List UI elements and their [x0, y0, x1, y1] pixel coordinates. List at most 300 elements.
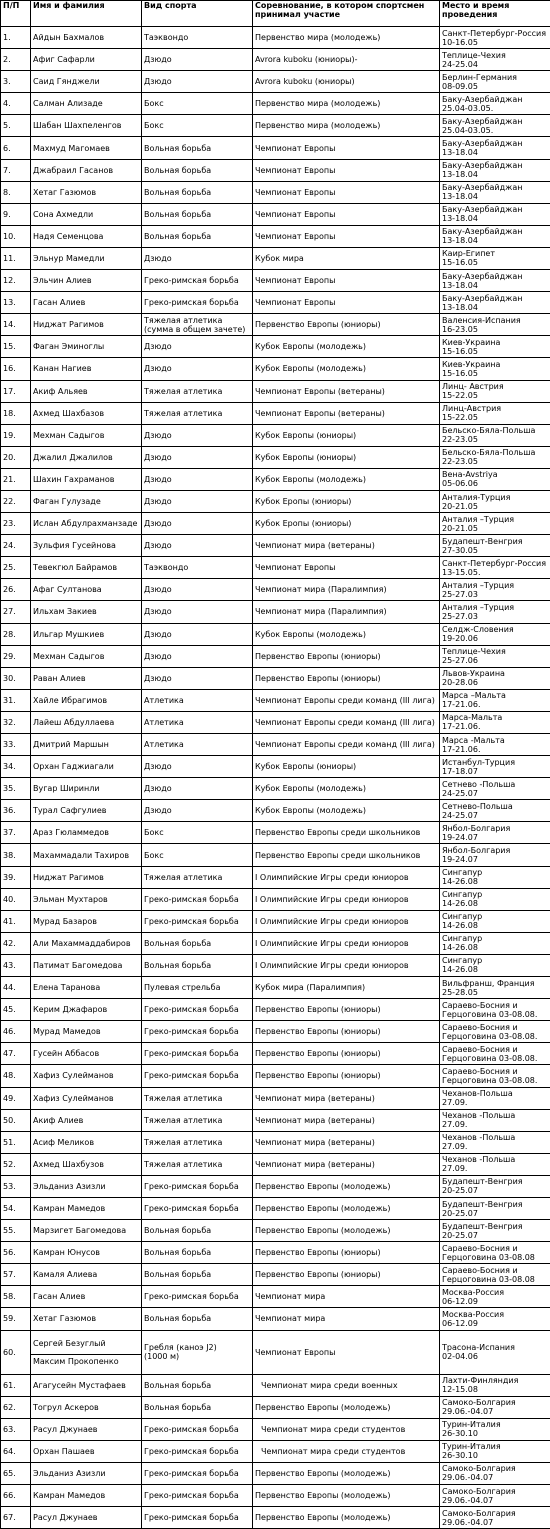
- athlete-name-text: Гасан Алиев: [33, 298, 86, 308]
- row-number: 29.: [1, 645, 31, 667]
- venue-and-date: [440, 844, 550, 866]
- table-row: [1, 1220, 550, 1242]
- row-number: 62.: [1, 1396, 31, 1418]
- sport-type-text: Греко-римская борьба: [144, 1491, 239, 1501]
- competition-name: [253, 1462, 440, 1484]
- event-dates: 17-21.06.: [442, 700, 481, 710]
- row-number: 25.: [1, 557, 31, 579]
- sport-type: [142, 137, 253, 159]
- sport-type-text: Бокс: [144, 850, 164, 860]
- sport-type: [142, 93, 253, 115]
- sport-type: [142, 866, 253, 888]
- table-row: [1, 1374, 550, 1396]
- venue-location: Самоко-Болгария: [442, 1508, 516, 1518]
- sport-type-text: Вольная борьба: [144, 231, 212, 241]
- event-dates: 24-25.04: [442, 59, 478, 69]
- athlete-name: [31, 999, 142, 1021]
- competition-name: [253, 711, 440, 733]
- venue-location: Будапешт-Венгрия: [442, 536, 523, 546]
- venue-and-date: [440, 579, 550, 601]
- competition-name-text: Чемпионат Европы: [255, 165, 336, 175]
- sport-type: [142, 292, 253, 314]
- athlete-name: [31, 71, 142, 93]
- row-number: 66.: [1, 1485, 31, 1507]
- sport-type-text: Вольная борьба: [144, 165, 212, 175]
- table-row: [1, 1462, 550, 1484]
- competition-name: [253, 910, 440, 932]
- athlete-name: [31, 513, 142, 535]
- venue-location: Бельско-Бяла-Польша: [442, 448, 536, 458]
- venue-location: Анталия –Турция: [442, 602, 515, 612]
- table-row: [1, 247, 550, 269]
- athlete-name: [31, 1374, 142, 1396]
- event-dates: 25-28.05: [442, 987, 478, 997]
- competition-name: [253, 1109, 440, 1131]
- venue-and-date: [440, 756, 550, 778]
- venue-location: Киев-Украина: [442, 359, 501, 369]
- row-number: 45.: [1, 999, 31, 1021]
- venue-location: Москва-Россия: [442, 1309, 505, 1319]
- venue-location: Будапешт-Венгрия: [442, 1199, 523, 1209]
- competition-name: [253, 1374, 440, 1396]
- competition-name-text: Первенство Европы (молодежь): [255, 1402, 391, 1412]
- venue-location: Сараево-Босния и: [442, 1022, 518, 1032]
- competition-name-text: I Олимпийские Игры среди юниоров: [255, 916, 409, 926]
- table-row: [1, 292, 550, 314]
- row-number: 8.: [1, 181, 31, 203]
- athlete-name-text: Расул Джунаев: [33, 1424, 98, 1434]
- athlete-name-text: Орхан Пашаев: [33, 1446, 95, 1456]
- table-row: [1, 888, 550, 910]
- sport-type: [142, 557, 253, 579]
- athlete-name-text: Лайеш Абдуллаева: [33, 717, 115, 727]
- competition-name-text: Чемпионат Европы: [255, 1347, 336, 1357]
- competition-name-text: Чемпионат Европы: [255, 276, 336, 286]
- venue-location: Санкт-Петербург-Россия: [442, 28, 547, 38]
- event-dates: Герцоговина 03-08.08.: [442, 1075, 538, 1085]
- competition-name-text: Первенство Европы (молодежь): [255, 1468, 391, 1478]
- table-row: [1, 181, 550, 203]
- competition-name: [253, 999, 440, 1021]
- competition-name: [253, 380, 440, 402]
- sport-type: [142, 1485, 253, 1507]
- athlete-name: [31, 1242, 142, 1264]
- competition-name-text: I Олимпийские Игры среди юниоров: [255, 938, 409, 948]
- athlete-name-text: Араз Гюламмедов: [33, 828, 110, 838]
- competition-name-text: Первенство Европы (молодежь): [255, 1181, 391, 1191]
- row-number: 53.: [1, 1175, 31, 1197]
- venue-location: Сетнево-Польша: [442, 801, 513, 811]
- competition-name-text: Чемпионат мира (Паралимпия): [255, 607, 387, 617]
- athlete-name-text: Тогрул Аскеров: [33, 1402, 99, 1412]
- competition-name: [253, 336, 440, 358]
- sport-type-text: Дзюдо: [144, 784, 172, 794]
- competition-name-text: Первенство Европы (юниоры): [255, 1049, 381, 1059]
- header-place: Место и время проведения: [440, 1, 550, 27]
- table-row: [1, 137, 550, 159]
- athlete-name: [31, 579, 142, 601]
- competition-name-text: Первенство Европы (юниоры): [255, 1270, 381, 1280]
- event-dates: 19-20.06: [442, 634, 478, 644]
- athlete-name-text: Турал Сафгулиев: [33, 806, 107, 816]
- sport-type: [142, 535, 253, 557]
- row-number: 32.: [1, 711, 31, 733]
- table-row: [1, 203, 550, 225]
- venue-location: Киев-Украина: [442, 337, 501, 347]
- sport-type-text: Дзюдо: [144, 806, 172, 816]
- sport-type-text: Дзюдо: [144, 585, 172, 595]
- competition-name-text: Кубок Европы (молодежь): [255, 784, 367, 794]
- sport-type: [142, 446, 253, 468]
- row-number: 63.: [1, 1418, 31, 1440]
- sport-type-text: Греко-римская борьба: [144, 894, 239, 904]
- sport-type-detail: (1000 м): [144, 1352, 180, 1362]
- event-dates: 13-18.04: [442, 280, 478, 290]
- row-number: 43.: [1, 954, 31, 976]
- athlete-name-text: Ислан Абдулрахманзаде: [33, 519, 138, 529]
- competition-name-text: Чемпионат Европы: [255, 298, 336, 308]
- athlete-name-text: Марзигет Багомедова: [33, 1226, 127, 1236]
- venue-and-date: [440, 468, 550, 490]
- table-row: [1, 1021, 550, 1043]
- sport-type: [142, 402, 253, 424]
- row-number: 52.: [1, 1153, 31, 1175]
- athlete-name-text: Елена Таранова: [33, 983, 101, 993]
- athlete-name-text: Гусейн Аббасов: [33, 1049, 100, 1059]
- sport-type-text: Вольная борьба: [144, 187, 212, 197]
- sport-type-text: Дзюдо: [144, 519, 172, 529]
- athlete-name: [31, 689, 142, 711]
- athlete-name-text: Мехман Садыгов: [33, 430, 105, 440]
- competition-name: [253, 468, 440, 490]
- venue-location: Баку-Азербайджан: [442, 161, 523, 171]
- sport-type-text: Дзюдо: [144, 342, 172, 352]
- venue-and-date: [440, 1264, 550, 1286]
- athlete-name: [31, 822, 142, 844]
- venue-location: Сингапур: [442, 890, 483, 900]
- sport-type-text: Вольная борьба: [144, 938, 212, 948]
- sport-type: [142, 932, 253, 954]
- table-row: [1, 270, 550, 292]
- venue-location: Анталия –Турция: [442, 580, 515, 590]
- row-number: 60.: [1, 1330, 31, 1374]
- event-dates: 22-23.05: [442, 457, 478, 467]
- competition-name-text: I Олимпийские Игры среди юниоров: [255, 894, 409, 904]
- row-number: 30.: [1, 667, 31, 689]
- venue-location: Марса-Мальта: [442, 713, 503, 723]
- table-row: [1, 225, 550, 247]
- venue-and-date: [440, 535, 550, 557]
- sport-type: [142, 1374, 253, 1396]
- venue-location: Сараево-Босния и: [442, 1243, 518, 1253]
- table-row: [1, 358, 550, 380]
- venue-location: Истанбул-Турция: [442, 757, 515, 767]
- table-row: [1, 734, 550, 756]
- row-number: 22.: [1, 490, 31, 512]
- competition-name-text: Кубок Европы (молодежь): [255, 474, 367, 484]
- sport-type: [142, 336, 253, 358]
- sport-type-text: Дзюдо: [144, 474, 172, 484]
- athlete-name-text: Ахмед Шахбазов: [33, 408, 105, 418]
- competition-name: [253, 203, 440, 225]
- event-dates: 15-16.05: [442, 346, 478, 356]
- sport-type: [142, 247, 253, 269]
- sport-type-text: Тяжелая атлетика: [144, 1115, 223, 1125]
- table-row: [1, 1087, 550, 1109]
- table-row: [1, 579, 550, 601]
- sport-type: [142, 27, 253, 49]
- sport-type: [142, 756, 253, 778]
- competition-name: [253, 1153, 440, 1175]
- sport-type-text: Греко-римская борьба: [144, 1027, 239, 1037]
- venue-and-date: [440, 1109, 550, 1131]
- event-dates: 20-25.07: [442, 1230, 478, 1240]
- table-row: [1, 513, 550, 535]
- sport-type-text: Дзюдо: [144, 673, 172, 683]
- sport-type: [142, 203, 253, 225]
- event-dates: Герцоговина 03-08.08: [442, 1274, 535, 1284]
- sport-type-text: Тяжелая атлетика: [144, 1159, 223, 1169]
- row-number: 37.: [1, 822, 31, 844]
- event-dates: 14-26.08: [442, 965, 478, 975]
- sport-type: [142, 579, 253, 601]
- event-dates: 20-21.05: [442, 501, 478, 511]
- athlete-name: [31, 490, 142, 512]
- table-row: [1, 1175, 550, 1197]
- table-row: [1, 380, 550, 402]
- competition-name: [253, 932, 440, 954]
- row-number: 36.: [1, 800, 31, 822]
- table-row: [1, 1109, 550, 1131]
- athlete-name-second: Максим Прокопенко: [31, 1354, 141, 1366]
- athlete-name: [31, 601, 142, 623]
- venue-location: Будапешт-Венгрия: [442, 1177, 523, 1187]
- athlete-name-text: Фаган Гулузаде: [33, 497, 101, 507]
- sport-type: [142, 513, 253, 535]
- row-number: 38.: [1, 844, 31, 866]
- venue-location: Вена-Avstriya: [442, 470, 498, 480]
- sport-type: [142, 910, 253, 932]
- athlete-name: [31, 1264, 142, 1286]
- event-dates: 13-18.04: [442, 170, 478, 180]
- table-row: [1, 1264, 550, 1286]
- athlete-name-text: Мурад Базаров: [33, 916, 97, 926]
- competition-name-text: Чемпионат Европы: [255, 143, 336, 153]
- sport-type-text: Греко-римская борьба: [144, 1468, 239, 1478]
- table-row: [1, 977, 550, 999]
- venue-location: Чеханов-Польша: [442, 1089, 513, 1099]
- competition-name-text: Кубок Еропы (юниоры): [255, 497, 352, 507]
- event-dates: 24-25.07: [442, 810, 478, 820]
- competition-name-text: Первенство Европы (юниоры): [255, 673, 381, 683]
- competition-name-text: Чемпионат мира: [255, 1292, 326, 1302]
- competition-name-text: Первенство Европы (юниоры): [255, 1248, 381, 1258]
- competition-name: [253, 1286, 440, 1308]
- venue-location: Сингапур: [442, 912, 483, 922]
- athlete-name-text: Афиг Сафарли: [33, 55, 95, 65]
- sport-type-text: Вольная борьба: [144, 1248, 212, 1258]
- table-row: [1, 49, 550, 71]
- sport-type: [142, 778, 253, 800]
- table-row: [1, 402, 550, 424]
- sport-type-text: Греко-римская борьба: [144, 1181, 239, 1191]
- sport-type: [142, 689, 253, 711]
- venue-and-date: [440, 1440, 550, 1462]
- athlete-name: [31, 888, 142, 910]
- table-row: [1, 424, 550, 446]
- row-number: 11.: [1, 247, 31, 269]
- athlete-name: [31, 1131, 142, 1153]
- venue-location: Трасона-Испания: [442, 1343, 515, 1353]
- sport-type: [142, 1418, 253, 1440]
- event-dates: 20-28.06: [442, 678, 478, 688]
- competition-name-text: Первенство Европы (юниоры): [255, 1005, 381, 1015]
- venue-and-date: [440, 866, 550, 888]
- row-number: 13.: [1, 292, 31, 314]
- competition-name-text: Чемпионат Европы среди команд (III лига): [255, 740, 435, 750]
- athlete-name: [31, 159, 142, 181]
- competition-name-text: Первенство Европы (юниоры): [255, 1071, 381, 1081]
- venue-and-date: [440, 292, 550, 314]
- athlete-name: [31, 292, 142, 314]
- athlete-name-text: Эльданиз Азизли: [33, 1181, 106, 1191]
- sport-type: [142, 999, 253, 1021]
- athlete-name-text: Сергей Безуглый: [33, 1338, 106, 1348]
- venue-and-date: [440, 336, 550, 358]
- competition-name-text: Чемпионат мира (ветераны): [255, 1159, 375, 1169]
- venue-location: Баку-Азербайджан: [442, 94, 523, 104]
- sport-type-text: Бокс: [144, 121, 164, 131]
- event-dates: 13-18.04: [442, 236, 478, 246]
- row-number: 56.: [1, 1242, 31, 1264]
- sport-type-text: Тяжелая атлетика: [144, 1093, 223, 1103]
- row-number: 21.: [1, 468, 31, 490]
- venue-and-date: [440, 711, 550, 733]
- event-dates: 16-23.05: [442, 324, 478, 334]
- competition-name: [253, 93, 440, 115]
- athlete-name-text: Афаг Султанова: [33, 585, 102, 595]
- athlete-name-text: Шахин Гахраманов: [33, 474, 115, 484]
- venue-and-date: [440, 402, 550, 424]
- table-row: [1, 910, 550, 932]
- athlete-name: [31, 358, 142, 380]
- venue-location: Самоко-Болгария: [442, 1398, 516, 1408]
- row-number: 16.: [1, 358, 31, 380]
- sport-type: [142, 977, 253, 999]
- venue-location: Бельско-Бяла-Польша: [442, 426, 536, 436]
- competition-name: [253, 623, 440, 645]
- table-row: [1, 1440, 550, 1462]
- table-row: [1, 999, 550, 1021]
- venue-and-date: [440, 1485, 550, 1507]
- sport-type-text: Дзюдо: [144, 364, 172, 374]
- venue-location: Баку-Азербайджан: [442, 227, 523, 237]
- venue-location: Баку-Азербайджан: [442, 205, 523, 215]
- table-row: [1, 159, 550, 181]
- sport-type-text: Дзюдо: [144, 607, 172, 617]
- sport-type: [142, 358, 253, 380]
- competition-name-text: Avrora kuboku (юниоры): [255, 77, 355, 87]
- competition-name: [253, 247, 440, 269]
- row-number: 14.: [1, 314, 31, 336]
- event-dates: 15-16.05: [442, 368, 478, 378]
- sport-type: [142, 645, 253, 667]
- athlete-name-text: Салман Ализаде: [33, 99, 103, 109]
- athlete-name: [31, 314, 142, 336]
- event-dates: 13-18.04: [442, 214, 478, 224]
- sport-type: [142, 1308, 253, 1330]
- event-dates: 19-24.07: [442, 855, 478, 865]
- competition-name-text: Первенство мира (молодежь): [255, 99, 381, 109]
- table-row: [1, 932, 550, 954]
- venue-and-date: [440, 778, 550, 800]
- athlete-name: [31, 1220, 142, 1242]
- table-row: [1, 866, 550, 888]
- sport-type: [142, 115, 253, 137]
- table-row: [1, 468, 550, 490]
- competition-name: [253, 800, 440, 822]
- sport-type-text: Дзюдо: [144, 452, 172, 462]
- competition-name-text: Кубок Европы (юниоры): [255, 762, 357, 772]
- athlete-name-text: Эльчин Алиев: [33, 276, 92, 286]
- competition-name: [253, 181, 440, 203]
- competition-name: [253, 1087, 440, 1109]
- table-row: [1, 336, 550, 358]
- athlete-name-text: Джабраил Гасанов: [33, 165, 114, 175]
- event-dates: 12-15.08: [442, 1385, 478, 1395]
- competition-name-text: Чемпионат мира: [255, 1314, 326, 1324]
- table-row: [1, 623, 550, 645]
- sport-type-text: Таэквондо: [144, 563, 189, 573]
- venue-location: Баку-Азербайджан: [442, 271, 523, 281]
- competition-name: [253, 513, 440, 535]
- sport-type-text: Тяжелая атлетика: [144, 386, 223, 396]
- sport-type-text: Греко-римская борьба: [144, 276, 239, 286]
- sport-type-text: Дзюдо: [144, 497, 172, 507]
- venue-location: Баку-Азербайджан: [442, 183, 523, 193]
- competition-name-text: I Олимпийские Игры среди юниоров: [255, 960, 409, 970]
- table-row: [1, 1485, 550, 1507]
- table-row: [1, 1286, 550, 1308]
- sport-type-text: Атлетика: [144, 695, 184, 705]
- athlete-name: [31, 380, 142, 402]
- sport-type: [142, 270, 253, 292]
- event-dates: 13-18.04: [442, 148, 478, 158]
- venue-location: Каир-Египет: [442, 249, 496, 259]
- athlete-name: [31, 468, 142, 490]
- venue-location: Чеханов -Польша: [442, 1133, 516, 1143]
- table-row: [1, 645, 550, 667]
- sport-type: [142, 1065, 253, 1087]
- competition-name-text: I Олимпийские Игры среди юниоров: [255, 872, 409, 882]
- venue-location: Сараево-Босния и: [442, 1066, 518, 1076]
- athlete-name-text: Дмитрий Маршын: [33, 740, 109, 750]
- competition-name: [253, 888, 440, 910]
- sport-type-text: Греко-римская борьба: [144, 1204, 239, 1214]
- venue-and-date: [440, 1374, 550, 1396]
- event-dates: 27-30.05: [442, 545, 478, 555]
- event-dates: 15-22.05: [442, 413, 478, 423]
- competition-name: [253, 71, 440, 93]
- athlete-name: [31, 270, 142, 292]
- sport-type-text: Дзюдо: [144, 430, 172, 440]
- athlete-name-text: Сона Ахмедли: [33, 209, 94, 219]
- venue-and-date: [440, 137, 550, 159]
- row-number: 47.: [1, 1043, 31, 1065]
- sport-type: [142, 623, 253, 645]
- athlete-name-text: Мехман Садыгов: [33, 651, 105, 661]
- table-row: [1, 1153, 550, 1175]
